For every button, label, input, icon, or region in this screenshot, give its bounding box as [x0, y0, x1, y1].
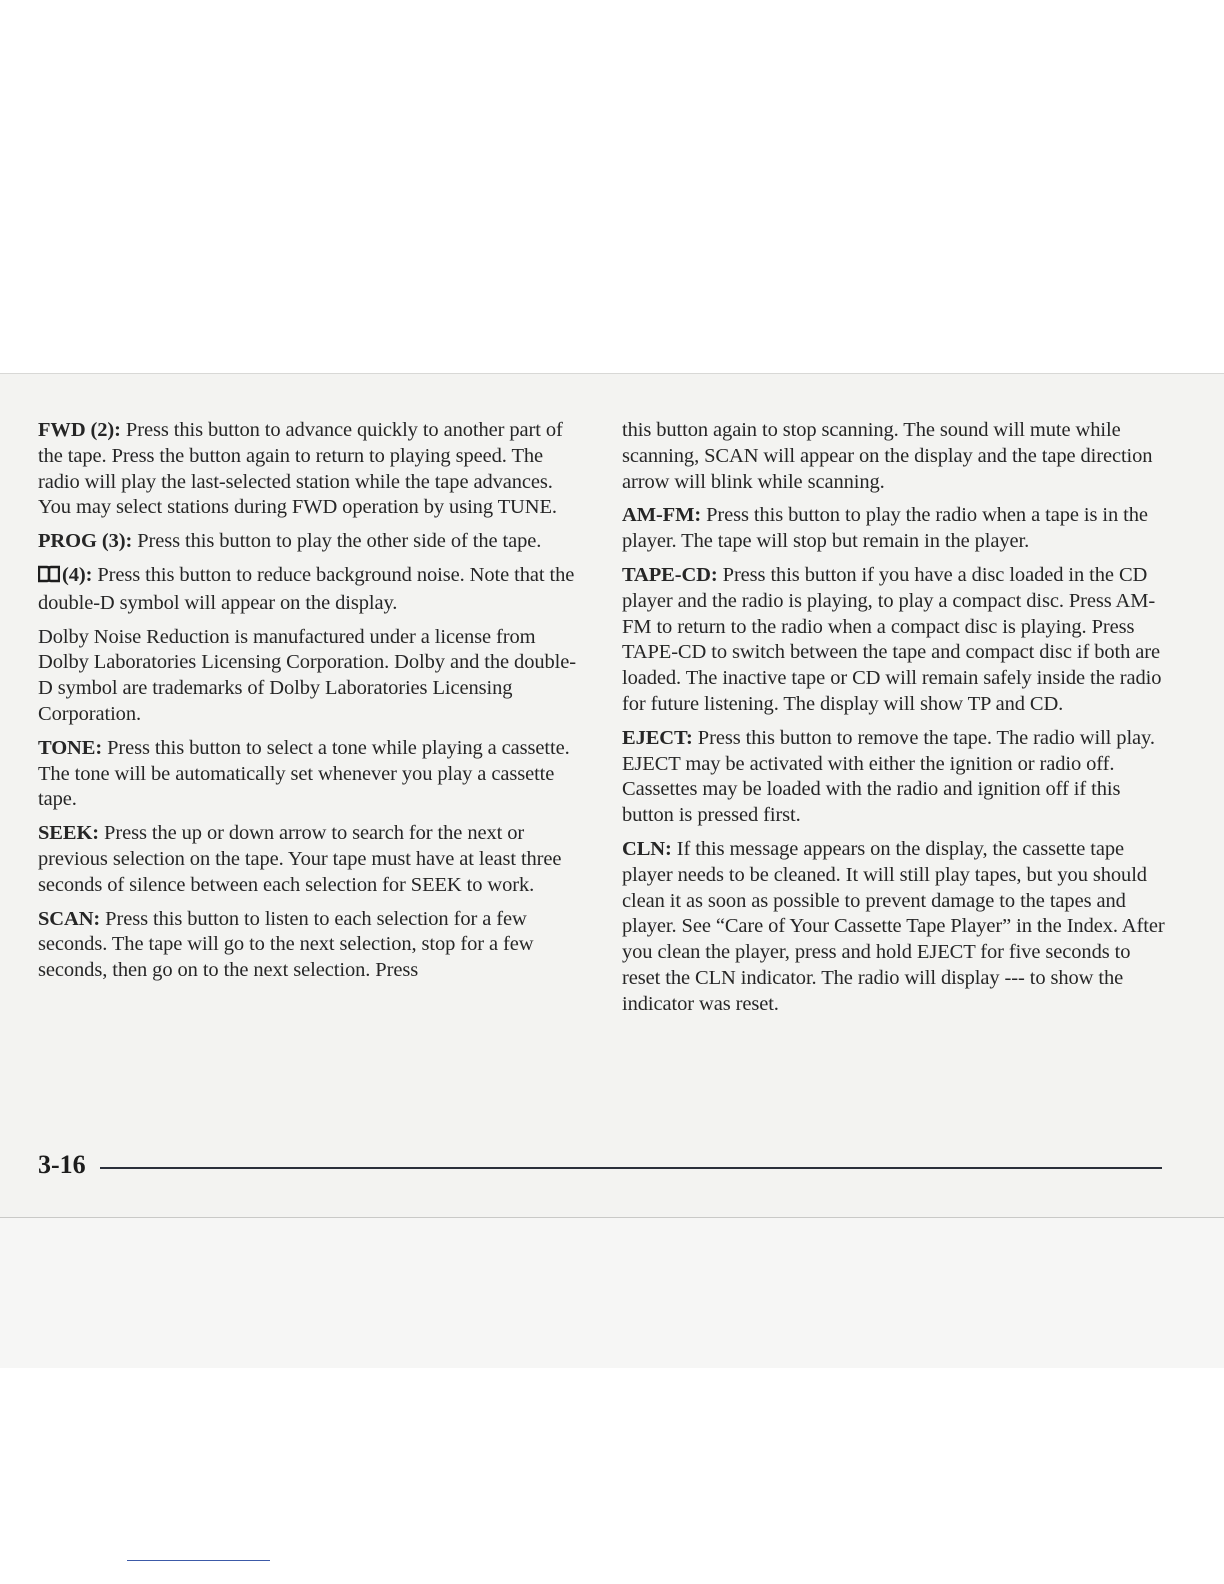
double-d-icon [38, 565, 60, 591]
paragraph-dolby-license-text: Dolby Noise Reduction is manufactured under a license from Dolby Laboratories Licensing Corporation. Dolby and the double-D symbol are trademarks of Dolby Laboratories Licensing Corporation. [38, 625, 576, 725]
term-seek: SEEK: [38, 822, 100, 845]
paragraph-tone-text: Press this button to select a tone while playing a cassette. The tone will be automatically set whenever you play a cassette tape. [38, 736, 570, 811]
page-number: 3-16 [38, 1150, 86, 1179]
paragraph-scan-continued-text: this button again to stop scanning. The sound will mute while scanning, SCAN will appear on the display and the tape direction arrow will blink while scanning. [622, 419, 1153, 493]
paragraph-tape-cd [622, 563, 1167, 718]
right-column [622, 418, 1167, 1026]
paragraph-am-fm-text: Press this button to play the radio when a tape is in the player. The tape will stop but remain in the player. [622, 504, 1148, 553]
paragraph-eject-text: Press this button to remove the tape. The radio will play. EJECT may be activated with either the ignition or radio off. Cassettes may be loaded with the radio and ignition off if this button is pressed first. [622, 726, 1155, 827]
paragraph-dolby-button-text: Press this button to reduce background noise. Note that the double-D symbol will appear on the display. [38, 563, 575, 614]
paragraph-prog-text: Press this button to play the other side of the tape. [132, 530, 542, 553]
paragraph-seek [38, 821, 580, 898]
term-cln: CLN: [622, 837, 672, 860]
term-dolby: (4): [62, 563, 93, 586]
term-fwd: FWD (2): [38, 419, 121, 441]
paragraph-scan [38, 907, 580, 984]
term-tone: TONE: [38, 736, 103, 759]
paragraph-fwd-text: Press this button to advance quickly to another part of the tape. Press the button again to return to playing speed. The radio will play the last-selected station while the tape advances. You may select stations during FWD operation by using TUNE. [38, 419, 563, 519]
paragraph-dolby-license [38, 625, 580, 728]
paragraph-am-fm [622, 503, 1167, 555]
term-am-fm: AM-FM: [622, 504, 702, 527]
left-column [38, 418, 580, 992]
term-eject: EJECT: [622, 726, 693, 749]
term-prog: PROG (3): [38, 530, 133, 553]
paragraph-seek-text: Press the up or down arrow to search for the next or previous selection on the tape. Your tape must have at least three seconds of silence between each selection for SEEK to work. [38, 822, 562, 896]
footer-rule [100, 1167, 1162, 1169]
paragraph-eject [622, 726, 1167, 829]
paragraph-fwd [38, 418, 580, 521]
bottom-link-underline [127, 1560, 270, 1561]
lower-gray-band [0, 1218, 1224, 1368]
term-scan: SCAN: [38, 907, 101, 930]
paragraph-tape-cd-text: Press this button if you have a disc loaded in the CD player and the radio is playing, to play a compact disc. Press AM-FM to return to the radio when a compact disc is playing. Press TAPE-CD to switch between the tape and compact disc if both are loaded. The inactive tape or CD will remain safely inside the radio for future listening. The display will show TP and CD. [622, 563, 1162, 715]
paragraph-scan-continued [622, 418, 1167, 495]
paragraph-scan-text: Press this button to listen to each selection for a few seconds. The tape will go to the next selection, stop for a few seconds, then go on to the next selection. Press [38, 907, 534, 982]
paragraph-tone [38, 736, 580, 813]
paragraph-prog [38, 529, 580, 555]
paragraph-cln-text: If this message appears on the display, the cassette tape player needs to be cleaned. It will still play tapes, but you should clean it as soon as possible to prevent damage to the tapes and player. See “Care of Your Cassette Tape Player” in the Index. After you clean the player, press and hold EJECT for five seconds to reset the CLN indicator. The radio will display --- to show the indicator was reset. [622, 837, 1165, 1015]
paragraph-dolby-button [38, 563, 580, 617]
term-tape-cd: TAPE-CD: [622, 563, 718, 586]
paragraph-cln [622, 837, 1167, 1018]
